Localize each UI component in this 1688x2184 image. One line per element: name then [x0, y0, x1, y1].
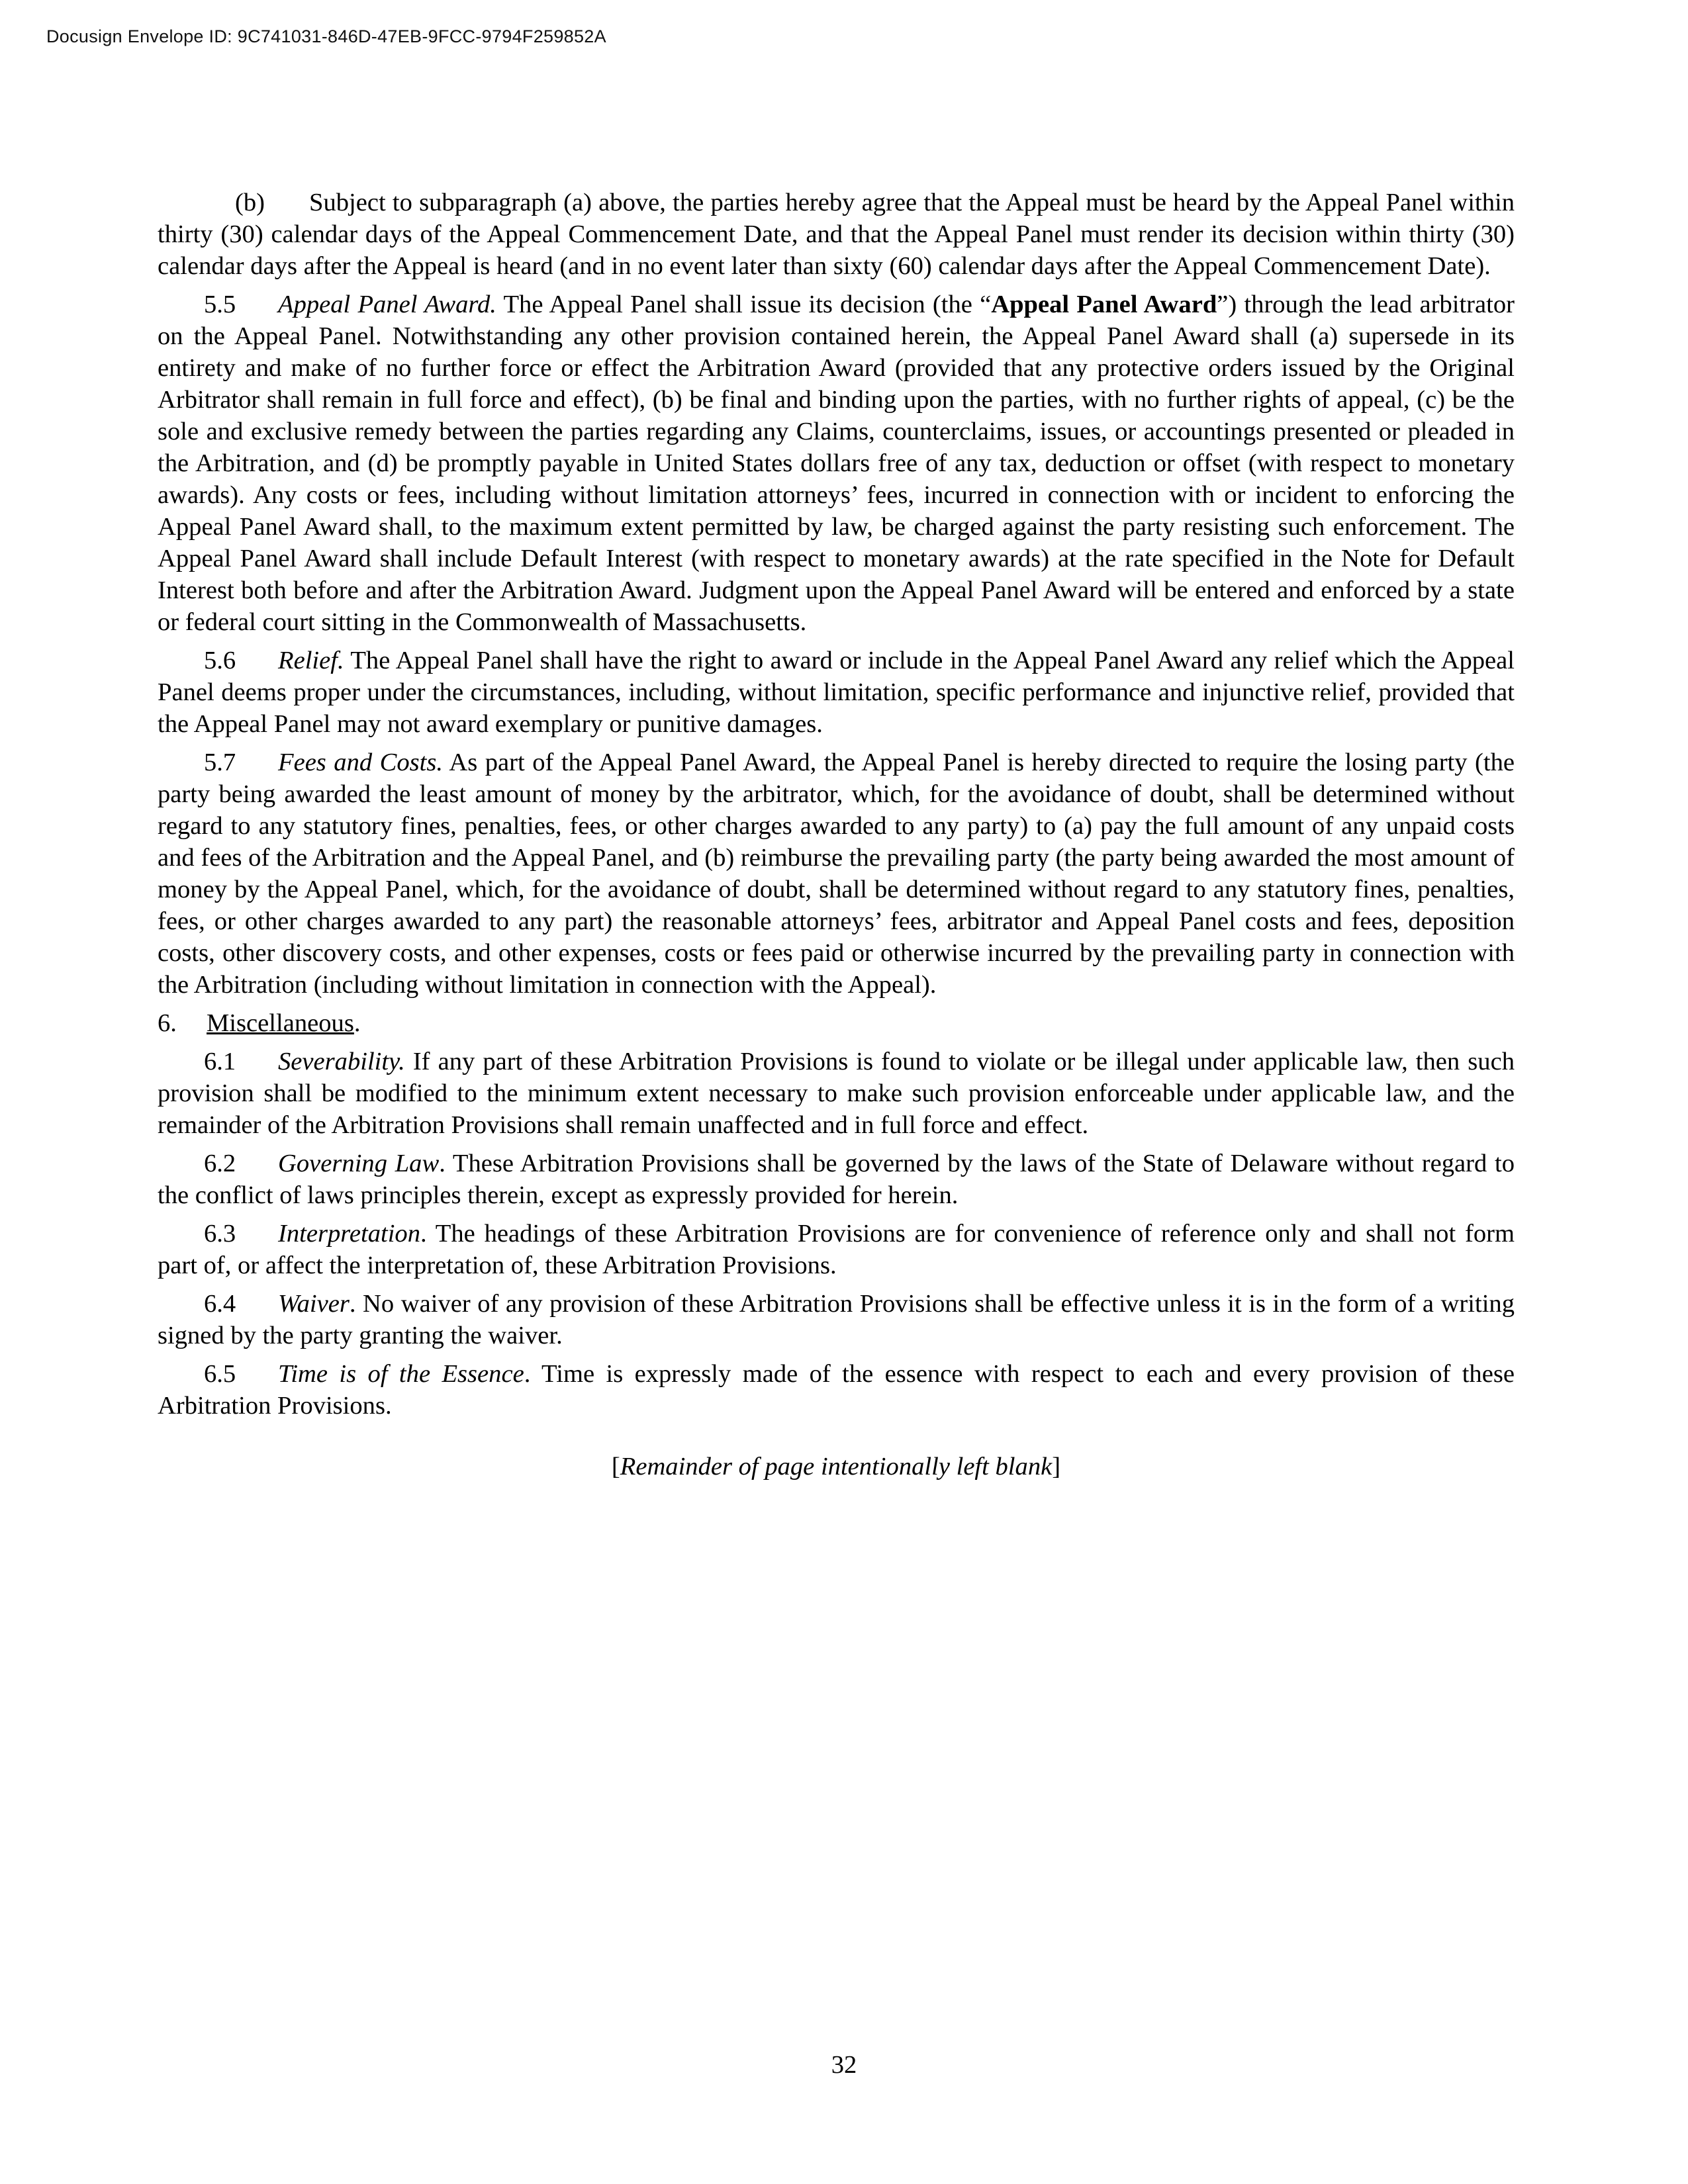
- paragraph-5-4-b: [158, 187, 1515, 282]
- section-text: If any part of these Arbitration Provisions is found to violate or be illegal under applicable law, then such provision shall be modified to the minimum extent necessary to make such provision enforceable under applicable law, and the remainder of the Arbitration Provisions shall remain unaffected and in full force and effect.: [158, 1048, 1515, 1139]
- page-number: 32: [831, 2051, 857, 2079]
- subparagraph-label: (b): [235, 189, 265, 216]
- section-heading: Time is of the Essence: [278, 1360, 524, 1388]
- section-heading: Relief.: [278, 647, 344, 674]
- close-bracket: ]: [1052, 1453, 1061, 1480]
- section-heading: Fees and Costs.: [278, 749, 444, 776]
- section-6-heading: [158, 1007, 1515, 1039]
- section-text: . No waiver of any provision of these Arbitration Provisions shall be effective unless it is in the form of a writing signed by the party granting the waiver.: [158, 1290, 1515, 1349]
- section-title-period: .: [353, 1009, 361, 1037]
- section-number: 6.1: [204, 1048, 236, 1075]
- section-5-7: [158, 747, 1515, 1001]
- section-6-2: [158, 1148, 1515, 1211]
- section-number: 6.4: [204, 1290, 236, 1318]
- section-6-4: [158, 1288, 1515, 1351]
- section-heading: Severability.: [278, 1048, 405, 1075]
- defined-term: Appeal Panel Award: [991, 291, 1217, 318]
- paragraph-text: Subject to subparagraph (a) above, the parties hereby agree that the Appeal must be heard by the Appeal Panel within thirty (30) calendar days of the Appeal Commencement Date, and that the Appeal Panel must render its decision within thirty (30) calendar days after the Appeal is heard (and in no event later than sixty (60) calendar days after the Appeal Commencement Date).: [158, 189, 1515, 280]
- section-text: . Time is expressly made of the essence with respect to each and every provision of these Arbitration Provisions.: [158, 1360, 1515, 1420]
- section-heading: Waiver: [278, 1290, 350, 1318]
- remainder-text: Remainder of page intentionally left blank: [620, 1453, 1053, 1480]
- section-number: 6.: [158, 1009, 177, 1037]
- section-text: The Appeal Panel shall have the right to award or include in the Appeal Panel Award any relief which the Appeal Panel deems proper under the circumstances, including, without limitation, specific performance and injunctive relief, provided that the Appeal Panel may not award exemplary or punitive damages.: [158, 647, 1515, 738]
- section-text: . These Arbitration Provisions shall be governed by the laws of the State of Delaware without regard to the conflict of laws principles therein, except as expressly provided for herein.: [158, 1150, 1515, 1209]
- section-text-part-1: The Appeal Panel shall issue its decision (the “: [496, 291, 992, 318]
- docusign-envelope-id: Docusign Envelope ID: 9C741031-846D-47EB-9FCC-9794F259852A: [46, 26, 606, 46]
- section-5-5: [158, 289, 1515, 638]
- section-number: 5.5: [204, 291, 236, 318]
- section-6-5: [158, 1358, 1515, 1422]
- section-text: As part of the Appeal Panel Award, the Appeal Panel is hereby directed to require the losing party (the party being awarded the least amount of money by the arbitrator, which, for the avoidance of doubt, shall be determined without regard to any statutory fines, penalties, fees, or other charges awarded to any party) to (a) pay the full amount of any unpaid costs and fees of the Arbitration and the Appeal Panel, and (b) reimburse the prevailing party (the party being awarded the most amount of money by the Appeal Panel, which, for the avoidance of doubt, shall be determined without regard to any statutory fines, penalties, fees, or other charges awarded to any part) the reasonable attorneys’ fees, arbitrator and Appeal Panel costs and fees, deposition costs, other discovery costs, and other expenses, costs or fees paid or otherwise incurred by the prevailing party in connection with the Arbitration (including without limitation in connection with the Appeal).: [158, 749, 1515, 999]
- remainder-blank-notice: [158, 1451, 1515, 1482]
- section-number: 5.6: [204, 647, 236, 674]
- section-number: 6.5: [204, 1360, 236, 1388]
- section-title: Miscellaneous: [207, 1009, 354, 1037]
- section-text: . The headings of these Arbitration Provisions are for convenience of reference only and shall not form part of, or affect the interpretation of, these Arbitration Provisions.: [158, 1220, 1515, 1279]
- section-number: 6.3: [204, 1220, 236, 1248]
- section-number: 5.7: [204, 749, 236, 776]
- section-5-6: [158, 645, 1515, 740]
- section-6-3: [158, 1218, 1515, 1281]
- document-body: [158, 187, 1515, 1508]
- section-text-part-2: ”) through the lead arbitrator on the Appeal Panel. Notwithstanding any other provision contained herein, the Appeal Panel Award shall (a) supersede in its entirety and make of no further force or effect the Arbitration Award (provided that any protective orders issued by the Original Arbitrator shall remain in full force and effect), (b) be final and binding upon the parties, with no further rights of appeal, (c) be the sole and exclusive remedy between the parties regarding any Claims, counterclaims, issues, or accountings presented or pleaded in the Arbitration, and (d) be promptly payable in United States dollars free of any tax, deduction or offset (with respect to monetary awards). Any costs or fees, including without limitation attorneys’ fees, incurred in connection with or incident to enforcing the Appeal Panel Award shall, to the maximum extent permitted by law, be charged against the party resisting such enforcement. The Appeal Panel Award shall include Default Interest (with respect to monetary awards) at the rate specified in the Note for Default Interest both before and after the Arbitration Award. Judgment upon the Appeal Panel Award will be entered and enforced by a state or federal court sitting in the Commonwealth of Massachusetts.: [158, 291, 1515, 636]
- section-number: 6.2: [204, 1150, 236, 1177]
- section-heading: Interpretation: [278, 1220, 421, 1248]
- open-bracket: [: [611, 1453, 620, 1480]
- section-6-1: [158, 1046, 1515, 1141]
- section-heading: Governing Law: [278, 1150, 440, 1177]
- section-heading: Appeal Panel Award.: [278, 291, 496, 318]
